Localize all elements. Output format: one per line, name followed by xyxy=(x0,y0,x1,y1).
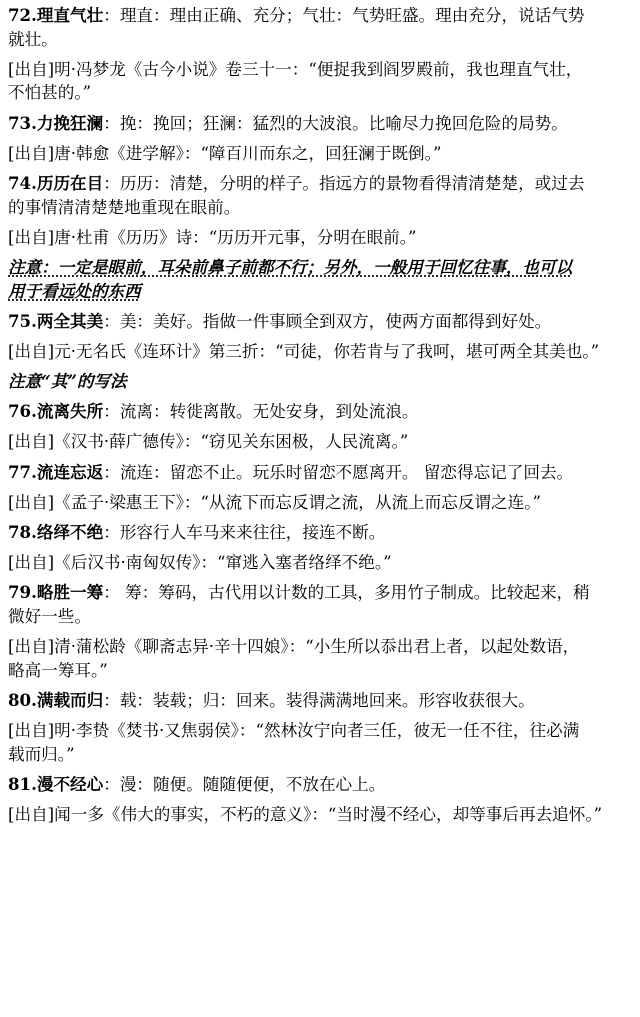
definition-text: ：挽：挽回；狂澜：猛烈的大波浪。比喻尽力挽回危险的局势。 xyxy=(103,113,568,133)
idiom-source xyxy=(8,635,630,682)
definition-text: ：形容行人车马来来往往，接连不断。 xyxy=(103,523,386,542)
definition-text: ：流离：转徙离散。无处安身，到处流浪。 xyxy=(103,402,419,422)
source-line: [出自]唐·杜甫《历历》诗：“历历开元事，分明在眼前。” xyxy=(8,227,417,247)
source-line: [出自]元·无名氏《连环计》第三折：“司徒，你若肯与了我呵，堪可两全其美也。” xyxy=(8,341,600,361)
entry-number: 75. xyxy=(8,310,37,331)
idiom-term: 漫不经心 xyxy=(36,773,104,794)
idiom-term: 满载而归 xyxy=(36,689,104,710)
idiom-source xyxy=(8,58,630,105)
definition-text: ：美：美好。指做一件事顾全到双方，使两方面都得到好处。 xyxy=(103,311,552,331)
idiom-term: 理直气壮 xyxy=(36,5,104,25)
source-line: [出自]明·冯梦龙《古今小说》卷三十一：“便捉我到阎罗殿前，我也理直气壮， xyxy=(8,59,583,79)
note-line: 注意：一定是眼前，耳朵前鼻子前都不行；另外，一般用于回忆往事，也可以 xyxy=(8,256,573,277)
source-line: [出自]清·蒲松龄《聊斋志异·辛十四娘》：“小生所以忝出君上者，以起处数语， xyxy=(8,637,580,657)
definition-text: ：历历：清楚，分明的样子。指远方的景物看得清清楚楚，或过去 xyxy=(103,173,585,193)
definition-line xyxy=(8,112,630,136)
idiom-source xyxy=(8,226,630,250)
idiom-source xyxy=(8,430,630,454)
definition-line xyxy=(8,581,630,605)
definition-text: ：理直：理由正确、充分；气壮：气势旺盛。理由充分，说话气势 xyxy=(103,6,585,25)
usage-note xyxy=(8,256,630,303)
idiom-term: 流连忘返 xyxy=(36,461,104,482)
definition-line xyxy=(8,689,630,713)
definition-line xyxy=(8,400,630,424)
source-line: 载而归。” xyxy=(8,744,75,764)
note-line: 用于看远处的东西 xyxy=(8,280,141,301)
definition-text: ：载：装载；归：回来。装得满满地回来。形容收获很大。 xyxy=(103,690,535,710)
definition-line: 就壮。 xyxy=(8,29,58,49)
idiom-source xyxy=(8,340,630,364)
idiom-source xyxy=(8,491,630,515)
source-line: [出自]《后汉书·南匈奴传》：“窜逃入塞者络绎不绝。” xyxy=(8,553,392,573)
idiom-term: 络绎不绝 xyxy=(36,522,104,542)
definition-line xyxy=(8,172,630,196)
idiom-source xyxy=(8,803,630,827)
definition-line: 微好一些。 xyxy=(8,606,91,626)
idiom-source xyxy=(8,719,630,766)
idiom-definition xyxy=(8,4,630,51)
definition-text: ： 筹：筹码，古代用以计数的工具，多用竹子制成。比较起来，稍 xyxy=(103,583,590,603)
idiom-definition xyxy=(8,521,630,545)
definition-text: ：漫：随便。随随便便，不放在心上。 xyxy=(103,774,386,794)
entry-number: 74. xyxy=(8,172,37,193)
note-line: 注意“其”的写法 xyxy=(8,371,127,392)
source-line: [出自]闻一多《伟大的事实，不朽的意义》：“当时漫不经心，却等事后再去追怀。” xyxy=(8,805,603,825)
idiom-term: 略胜一筹 xyxy=(36,582,104,603)
idiom-source xyxy=(8,142,630,166)
idiom-term: 力挽狂澜 xyxy=(36,112,104,133)
entry-number: 78. xyxy=(8,522,37,542)
definition-line xyxy=(8,310,630,334)
entry-number: 80. xyxy=(8,689,37,710)
definition-line xyxy=(8,773,630,797)
idiom-source xyxy=(8,551,630,575)
definition-line xyxy=(8,4,630,28)
source-line: [出自]《汉书·薛广德传》：“窃见关东困极，人民流离。” xyxy=(8,432,409,452)
idiom-definition xyxy=(8,400,630,424)
idiom-definition xyxy=(8,172,630,219)
idiom-term: 历历在目 xyxy=(36,172,104,193)
definition-text: ：流连：留恋不止。玩乐时留恋不愿离开。 留恋得忘记了回去。 xyxy=(103,462,574,482)
idiom-definition xyxy=(8,773,630,797)
entry-number: 72. xyxy=(8,5,37,25)
entry-number: 81. xyxy=(8,773,37,794)
idiom-definition xyxy=(8,461,630,485)
source-line: [出自]唐·韩愈《进学解》：“障百川而东之，回狂澜于既倒。” xyxy=(8,143,442,163)
definition-line xyxy=(8,461,630,485)
idiom-definition xyxy=(8,689,630,713)
definition-line xyxy=(8,521,630,545)
entry-number: 76. xyxy=(8,401,37,422)
definition-line: 的事情清清楚楚地重现在眼前。 xyxy=(8,197,241,217)
source-line: 略高一筹耳。” xyxy=(8,660,108,680)
source-line: [出自]《孟子·梁惠王下》：“从流下而忘反谓之流，从流上而忘反谓之连。” xyxy=(8,492,541,512)
idiom-definition xyxy=(8,310,630,334)
idiom-definition xyxy=(8,581,630,628)
source-line: [出自]明·李贽《焚书·又焦弱侯》：“然林汝宁向者三任，彼无一任不往，往必满 xyxy=(8,721,580,741)
entry-number: 77. xyxy=(8,461,37,482)
entry-number: 79. xyxy=(8,582,37,603)
source-line: 不怕甚的。” xyxy=(8,83,92,103)
idiom-term: 两全其美 xyxy=(36,310,104,331)
idiom-term: 流离失所 xyxy=(36,401,104,422)
usage-note xyxy=(8,370,630,394)
idiom-definition xyxy=(8,112,630,136)
entry-number: 73. xyxy=(8,112,37,133)
